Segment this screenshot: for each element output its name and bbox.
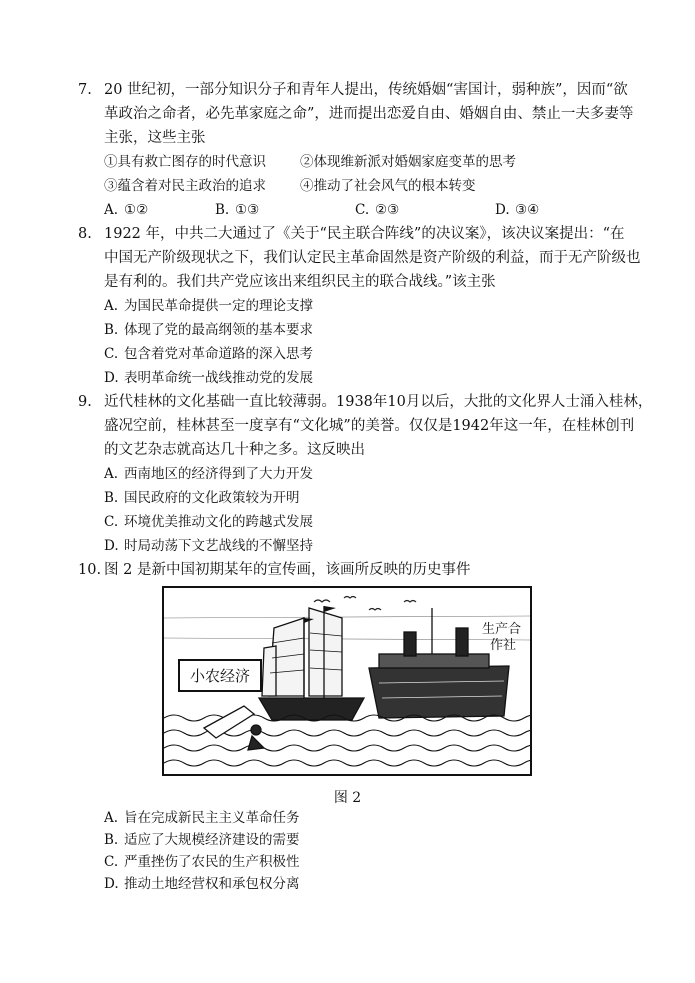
q10-option-d[interactable]: D. 推动土地经营权和承包权分离 [104,876,300,892]
q7-line-2: 革政治之命者，必先革家庭之命”，进而提出恋爱自由、婚姻自由、禁止一夫多妻等 [104,106,634,122]
q8-line-1: 8. 1922 年，中共二大通过了《关于“民主联合阵线”的决议案》，该决议案提出：“在 [78,226,625,242]
q10-option-c[interactable]: C. 严重挫伤了农民的生产积极性 [104,854,300,870]
q8-option-a[interactable]: A. 为国民革命提供一定的理论支撑 [104,298,313,314]
q9-number: 9. [78,394,92,410]
q10-number: 10. [78,562,102,578]
q9-option-b[interactable]: B. 国民政府的文化政策较为开明 [104,490,300,506]
cooperative-label-2: 作社 [490,638,517,653]
small-peasant-economy-label: 小农经济 [178,659,262,692]
q9-line-1: 9. 近代桂林的文化基础一直比较薄弱。1938年10月以后，大批的文化界人士涌入桂林， [78,394,653,410]
q8-number: 8. [78,226,92,242]
figure-caption: 图 2 [333,790,362,806]
q7-option-a[interactable]: A. ①② [104,202,149,218]
q9-option-a[interactable]: A. 西南地区的经济得到了大力开发 [104,466,313,482]
q10-option-b[interactable]: B. 适应了大规模经济建设的需要 [104,832,300,848]
q8-option-c[interactable]: C. 包含着党对革命道路的深入思考 [104,346,313,362]
q7-line-1: 7. 20 世纪初，一部分知识分子和青年人提出，传统婚姻“害国计，弱种族”，因而“欲 [78,82,628,98]
q9-option-d[interactable]: D. 时局动荡下文艺战线的不懈坚持 [104,538,313,554]
q7-statement-2: ②体现维新派对婚姻家庭变革的思考 [300,154,516,170]
q7-statement-4: ④推动了社会风气的根本转变 [300,178,476,194]
q9-line-3: 的文艺杂志就高达几十种之多。这反映出 [104,442,365,458]
q7-number: 7. [78,82,92,98]
q7-line-3: 主张，这些主张 [104,130,206,146]
q10-option-a[interactable]: A. 旨在完成新民主主义革命任务 [104,810,300,826]
q7-statement-1: ①具有救亡图存的时代意识 [104,154,266,170]
q7-option-c[interactable]: C. ②③ [355,202,400,218]
q9-line-2: 盛况空前，桂林甚至一度享有“文化城”的美誉。仅仅是1942年这一年，在桂林创刊 [104,418,635,434]
q9-option-c[interactable]: C. 环境优美推动文化的跨越式发展 [104,514,313,530]
q7-option-b[interactable]: B. ①③ [215,202,260,218]
q10-line-1: 10. 图 2 是新中国初期某年的宣传画，该画所反映的历史事件 [78,562,471,578]
q8-option-b[interactable]: B. 体现了党的最高纲领的基本要求 [104,322,313,338]
cooperative-label-1: 生产合 [482,622,522,637]
q8-line-3: 是有利的。我们共产党应该出来组织民主的联合战线。”该主张 [104,274,496,290]
q7-option-d[interactable]: D. ③④ [495,202,540,218]
propaganda-illustration [162,586,532,776]
q8-line-2: 中国无产阶级现状之下，我们认定民主革命固然是资产阶级的利益，而于无产阶级也 [104,250,641,266]
q7-statement-3: ③蕴含着对民主政治的追求 [104,178,266,194]
q8-option-d[interactable]: D. 表明革命统一战线推动党的发展 [104,370,313,386]
